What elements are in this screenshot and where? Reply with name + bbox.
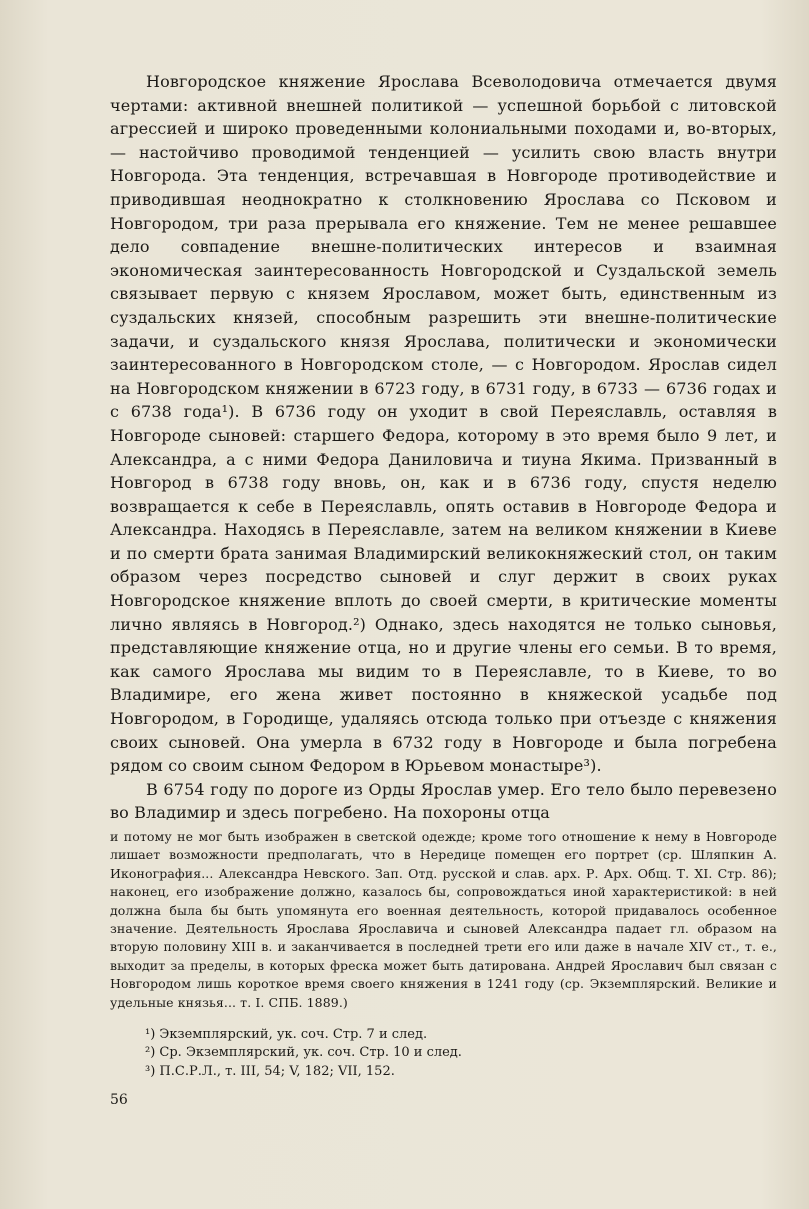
footnote-3: ³) П.С.Р.Л., т. III, 54; V, 182; VII, 152. <box>145 1063 395 1079</box>
page-number: 56 <box>110 1092 128 1108</box>
footnote-2: ²) Ср. Экземплярский, ук. соч. Стр. 10 и след. <box>145 1045 462 1061</box>
paragraph-2: В 6754 году по дороге из Орды Ярослав умер. Его тело было перевезено во Владимир и здесь погребено. На похороны отца <box>110 779 777 823</box>
main-text <box>110 70 777 825</box>
footnote-1: ¹) Экземплярский, ук. соч. Стр. 7 и след. <box>145 1027 428 1042</box>
footnote-continuation <box>110 828 777 1012</box>
footnotes <box>145 1026 745 1081</box>
footnote-continuation-text: и потому не мог быть изображен в светской одежде; кроме того отношение к нему в Новгороде лишает возможности предполагать, что в Нередице помещен его портрет (ср. Шляпкин А. Иконография... Александра Невского. Зап. Отд. русской и слав. арх. Р. Арх. Общ. Т. XI. Стр. 86); наконец, его изображение должно, казалось бы, сопровождаться иной характеристикой: в ней должна была бы быть упомянута его военная деятельность, которой придавалось особенное значение. Деятельность Ярослава Ярославича и сыновей Александра падает гл. образом на вторую половину XIII в. и заканчивается в последней трети его или даже в начале XIV ст., т. е., выходит за пределы, в которых фреска может быть датирована. Андрей Ярославич был связан с Новгородом лишь короткое время своего княжения в 1241 году (ср. Экземплярский. Великие и удельные князья... т. I. СПБ. 1889.) <box>110 829 777 1010</box>
paragraph-1: Новгородское княжение Ярослава Всеволодовича отмечается двумя чертами: активной внешней политикой — успешной борьбой с литовской агрессией и широко проведенными колониальными походами и, во-вторых, — настойчиво проводимой тенденцией — усилить свою власть внутри Новгорода. Эта тенденция, встречавшая в Новгороде противодействие и приводившая неоднократно к столкновению Ярослава со Псковом и Новгородом, три раза прерывала его княжение. Тем не менее решавшее дело совпадение внешне-политических интересов и взаимная экономическая заинтересованность Новгородской и Суздальской земель связывает первую с князем Ярославом, может быть, единственным из суздальских князей, способным разрешить эти внешне-политические задачи, и суздальского князя Ярослава, политически и экономически заинтересованного в Новгородском столе, — с Новгородом. Ярослав сидел на Новгородском княжении в 6723 году, в 6731 году, в 6733 — 6736 годах и с 6738 года¹). В 6736 году он уходит в свой Переяславль, оставляя в Новгороде сыновей: старшего Федора, которому в это время было 9 лет, и Александра, а с ними Федора Даниловича и тиуна Якима. Призванный в Новгород в 6738 году вновь, он, как и в 6736 году, спустя неделю возвращается к себе в Переяславль, опять оставив в Новгороде Федора и Александра. Находясь в Переяславле, затем на великом княжении в Киеве и по смерти брата занимая Владимирский великокняжеский стол, он таким образом через посредство сыновей и слуг держит в своих руках Новгородское княжение вплоть до своей смерти, в критические моменты лично являясь в Новгород.²) Однако, здесь находятся не только сыновья, представляющие княжение отца, но и другие члены его семьи. В то время, как самого Ярослава мы видим то в Переяславле, то в Киеве, то во Владимире, его жена живет постоянно в княжеской усадьбе под Новгородом, в Городище, удаляясь отсюда только при отъезде с княжения своих сыновей. Она умерла в 6732 году в Новгороде и была погребена рядом со своим сыном Федором в Юрьевом монастыре³). <box>110 72 777 776</box>
